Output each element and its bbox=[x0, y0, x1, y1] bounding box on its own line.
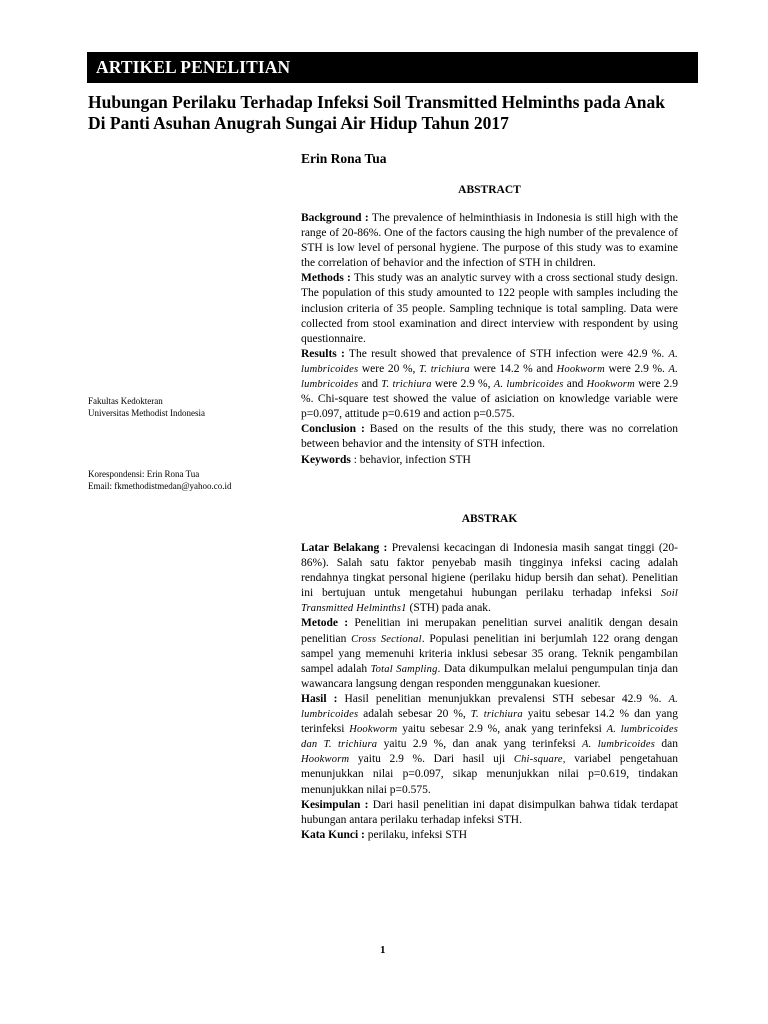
keywords-text: : behavior, infection STH bbox=[350, 453, 471, 466]
results-text: were 2.9 %. bbox=[604, 362, 669, 375]
abstract-background bbox=[301, 211, 678, 271]
affiliation bbox=[88, 396, 288, 419]
correspondence bbox=[88, 469, 288, 492]
results-text: and bbox=[358, 378, 382, 391]
latar-text: Prevalensi kecacingan di Indonesia masih sangat tinggi (20-86%). Salah satu faktor penyebab masih tingginya infeksi cacing adalah rendahnya tingkat personal higiene (perilaku hidup bersih dan sehat). Penelitian ini bertujuan untuk mengetahui hubungan perilaku terhadap infeksi bbox=[301, 542, 678, 600]
species-name: Hookworm bbox=[349, 724, 398, 736]
conclusion-text: Based on the results of the this study, there was no correlation between behavior and the intensity of STH infection. bbox=[301, 423, 678, 451]
hasil-text: adalah sebesar 20 %, bbox=[358, 708, 471, 721]
conclusion-label: Conclusion : bbox=[301, 423, 365, 436]
species-name: A. lumbricoides bbox=[582, 739, 656, 751]
methods-label: Methods : bbox=[301, 272, 351, 285]
abstrak-hasil bbox=[301, 692, 678, 798]
latar-label: Latar Belakang : bbox=[301, 542, 388, 554]
results-label: Results : bbox=[301, 347, 345, 360]
hasil-text: variabel pengetahuan menunjukkan nilai p=0.097, sikap menunjukkan nilai p=0.619, tindakan menunjukkan nilai p=0.575. bbox=[301, 753, 678, 796]
abstract-en-body bbox=[301, 211, 678, 468]
article-type-label: ARTIKEL PENELITIAN bbox=[96, 57, 291, 77]
abstract-conclusion bbox=[301, 422, 678, 452]
term-italic: Total Sampling bbox=[370, 663, 438, 675]
abstrak-kata-kunci bbox=[301, 828, 678, 843]
correspondence-email: Email: fkmethodistmedan@yahoo.co.id bbox=[88, 480, 232, 491]
hasil-label: Hasil : bbox=[301, 692, 338, 705]
species-name: T. trichiura bbox=[470, 709, 523, 721]
background-text: The prevalence of helminthiasis in Indonesia is still high with the range of 20-86%. One of the factors causing the high number of the prevalence of STH is low level of personal hygiene. The purpose of this study was to examine the correlation of behavior and the infection of STH in children. bbox=[301, 212, 678, 270]
latar-text: (STH) pada anak. bbox=[406, 602, 491, 615]
paper-title-line-2: Di Panti Asuhan Anugrah Sungai Air Hidup Tahun 2017 bbox=[88, 113, 509, 133]
species-name: Hookworm bbox=[301, 754, 350, 766]
affiliation-faculty: Fakultas Kedokteran bbox=[88, 396, 163, 406]
species-name: T. trichiura bbox=[381, 379, 432, 391]
metode-text: . Populasi penelitian ini berjumlah 122 orang dengan sampel yang memenuhi kriteria inklusi sebesar 35 orang. Teknik pengambilan sampel adalah bbox=[301, 632, 678, 675]
metode-text: Penelitian ini merupakan penelitian survei analitik dengan desain penelitian bbox=[301, 617, 678, 645]
paper-title-line-1: Hubungan Perilaku Terhadap Infeksi Soil Transmitted Helminths pada Anak bbox=[88, 92, 666, 112]
abstract-methods bbox=[301, 271, 678, 346]
hasil-text: yaitu 2.9 %, dan anak yang terinfeksi bbox=[377, 738, 583, 751]
keywords-label: Keywords bbox=[301, 453, 351, 466]
species-name: A. lumbricoides bbox=[301, 693, 679, 721]
species-name: A. lumbricoides bbox=[301, 363, 678, 391]
abstrak-heading: ABSTRAK bbox=[461, 513, 518, 525]
article-type-banner bbox=[87, 52, 698, 83]
species-name: A. lumbricoides bbox=[493, 379, 564, 391]
term-italic: Chi-square, bbox=[513, 754, 566, 766]
affiliation-university: Universitas Methodist Indonesia bbox=[88, 407, 205, 418]
methods-text: This study was an analytic survey with a cross sectional study design. The population of this study amounted to 122 people with samples including the inclusion criteria of 35 people. Sampling technique is total sampling. Data were collected from stool examination and direct interview with respondent by using questionnaire. bbox=[301, 272, 678, 345]
metode-label: Metode : bbox=[301, 617, 349, 630]
results-text: were 20 %, bbox=[358, 362, 420, 375]
paper-title bbox=[88, 92, 700, 134]
metode-text: . Data dikumpulkan melalui pengumpulan tinja dan wawancara langsung dengan responden menggunakan kuesioner. bbox=[301, 662, 678, 690]
hasil-text: Hasil penelitian menunjukkan prevalensi STH sebesar 42.9 %. bbox=[337, 692, 669, 705]
page-number: 1 bbox=[380, 944, 386, 956]
species-name: T. trichiura bbox=[419, 363, 470, 375]
abstrak-metode bbox=[301, 616, 678, 691]
abstrak-id-body bbox=[301, 541, 678, 843]
term-italic: Cross Sectional bbox=[351, 633, 422, 645]
results-text: were 2.9 %, bbox=[431, 378, 494, 391]
species-name: A. lumbricoides dan T. trichiura bbox=[301, 724, 678, 751]
kesimpulan-text: Dari hasil penelitian ini dapat disimpulkan bahwa tidak terdapat hubungan antara perilaku terhadap infeksi STH. bbox=[301, 798, 678, 826]
abstract-keywords bbox=[301, 453, 678, 468]
species-name: Hookworm bbox=[556, 363, 605, 375]
katakunci-text: perilaku, infeksi STH bbox=[364, 828, 468, 841]
abstract-heading: ABSTRACT bbox=[458, 184, 521, 196]
results-text: and bbox=[563, 378, 587, 391]
hasil-text: dan bbox=[655, 738, 678, 751]
author-name: Erin Rona Tua bbox=[301, 151, 387, 166]
results-text: were 2.9 %. Chi-square test showed the value of asiciation on knowledge variable were p=0.097, attitude p=0.619 and action p=0.575. bbox=[301, 378, 679, 421]
kesimpulan-label: Kesimpulan : bbox=[301, 798, 369, 811]
results-text: were 14.2 % and bbox=[469, 362, 557, 375]
species-name: A. lumbricoides bbox=[301, 348, 678, 375]
results-text: The result showed that prevalence of STH infection were 42.9 %. bbox=[344, 347, 669, 360]
hasil-text: yaitu 2.9 %. Dari hasil uji bbox=[349, 753, 514, 766]
abstrak-latar-belakang bbox=[301, 541, 678, 616]
correspondence-name: Korespondensi: Erin Rona Tua bbox=[88, 469, 200, 479]
species-name: Hookworm bbox=[586, 379, 635, 391]
abstract-results bbox=[301, 347, 678, 422]
hasil-text: yaitu sebesar 14.2 % dan yang terinfeksi bbox=[301, 708, 678, 736]
background-label: Background : bbox=[301, 212, 369, 224]
abstrak-kesimpulan bbox=[301, 798, 678, 828]
katakunci-label: Kata Kunci : bbox=[301, 828, 365, 841]
term-italic: Soil Transmitted Helminths1 bbox=[301, 588, 678, 615]
hasil-text: yaitu sebesar 2.9 %, anak yang terinfeksi bbox=[397, 723, 607, 736]
